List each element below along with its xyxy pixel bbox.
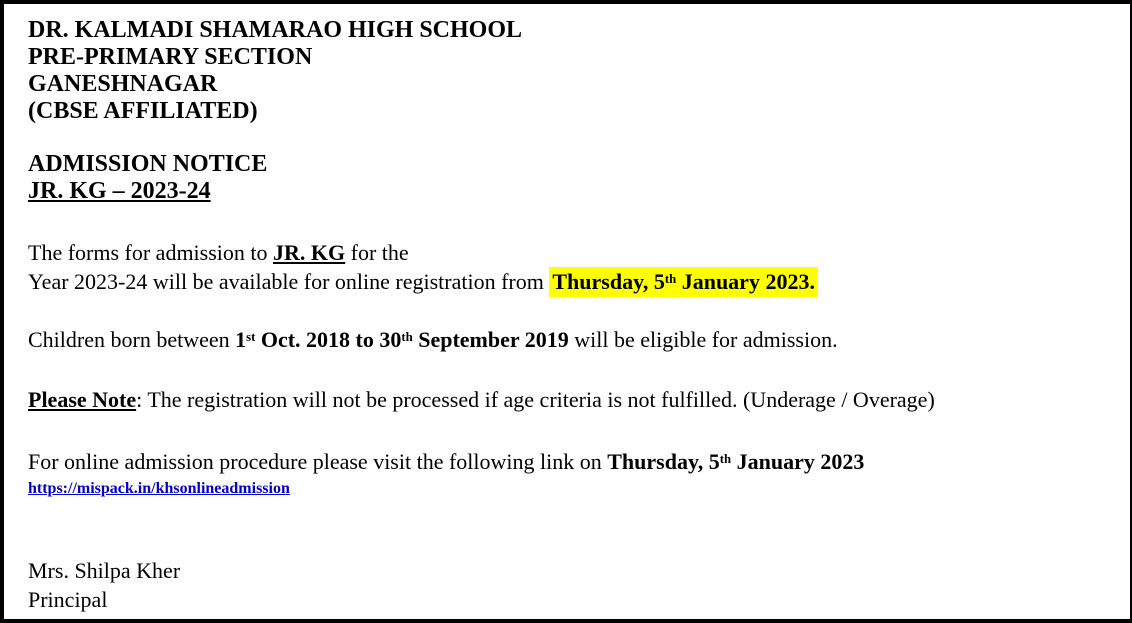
procedure-paragraph [28,447,1106,476]
eligibility-paragraph [28,325,1106,354]
letterhead [28,17,1106,125]
eligibility-prefix: Children born between [28,327,236,352]
procedure-date-ordinal: th [719,451,732,466]
procedure-date-bold [607,449,864,474]
procedure-text: For online admission procedure please visit the following link on [28,449,608,474]
notice-heading [28,151,1106,205]
admission-forms-paragraph [28,238,1106,296]
notice-subtitle [28,178,1106,205]
forms-line2-text: Year 2023-24 will be available for online registration from [28,269,550,294]
highlight-date-bold [552,269,815,294]
note-label: Please Note [28,387,137,412]
forms-text-suffix: for the [345,240,409,265]
note-paragraph [28,385,1106,414]
procedure-date-post: January 2023 [731,449,865,474]
admission-link[interactable]: https://mispack.in/khsonlineadmission [28,480,290,497]
eligibility-day1: 1 [235,327,247,352]
signature-name: Mrs. Shilpa Kher [28,558,181,583]
procedure-date-pre: Thursday, 5 [607,449,720,474]
admission-link-line [28,477,1106,501]
school-section: PRE-PRIMARY SECTION [28,44,313,70]
eligibility-ordinal1: st [246,329,256,344]
date-highlight [549,267,818,297]
school-location: GANESHNAGAR [28,71,218,97]
notice-content [4,4,1130,614]
notice-subtitle-text: JR. KG – 2023-24 [28,178,211,204]
note-text: : The registration will not be processed if age criteria is not fulfilled. (Underage / Overage) [136,387,935,412]
forms-text-prefix: The forms for admission to [28,240,274,265]
eligibility-mid: Oct. 2018 to 30 [255,327,402,352]
forms-class-name: JR. KG [273,240,346,265]
notice-title: ADMISSION NOTICE [28,151,268,177]
eligibility-post: September 2019 [412,327,569,352]
eligibility-dates-bold [235,327,569,352]
school-name: DR. KALMADI SHAMARAO HIGH SCHOOL [28,17,523,43]
highlight-date-post: January 2023. [676,269,815,294]
signature-block [28,556,1106,614]
eligibility-suffix: will be eligible for admission. [568,327,838,352]
highlight-date-ordinal: th [664,271,677,286]
eligibility-ordinal2: th [401,329,413,344]
signature-title: Principal [28,587,108,612]
school-affiliation: (CBSE AFFILIATED) [28,98,258,124]
highlight-date-pre: Thursday, 5 [552,269,665,294]
